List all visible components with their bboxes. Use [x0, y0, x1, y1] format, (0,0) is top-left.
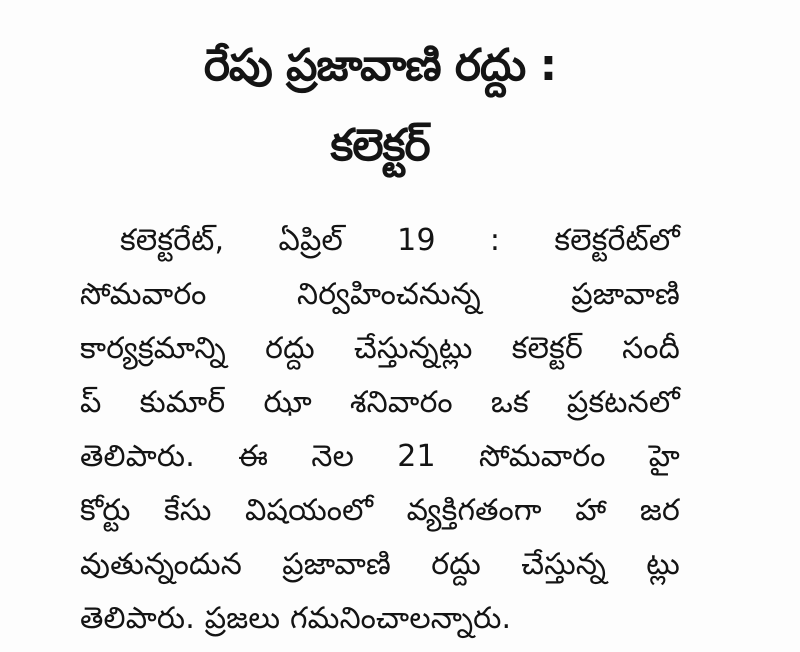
headline-line-1: రేపు ప్రజావాణి రద్దు :: [203, 40, 557, 91]
body-line: తెలిపారు. ఈ నెల 21 సోమవారం హై: [80, 439, 680, 474]
body-line: సోమవారం నిర్వహించనున్న ప్రజావాణి: [80, 277, 680, 312]
article-body: [80, 214, 680, 646]
body-line: కార్యక్రమాన్ని రద్దు చేస్తున్నట్లు కలెక్టర్ సందీ: [80, 331, 680, 366]
headline-line-2: కలెక్టర్: [330, 120, 430, 171]
body-line: ప్ కుమార్ ఝా శనివారం ఒక ప్రకటనలో: [80, 385, 680, 420]
body-line: వుతున్నందున ప్రజావాణి రద్దు చేస్తున్న ట్లు: [80, 547, 680, 582]
body-line: కలెక్టరేట్, ఏప్రిల్ 19 : కలెక్టరేట్‌లో: [120, 223, 680, 258]
body-line: కోర్టు కేసు విషయంలో వ్యక్తిగతంగా హా జర: [80, 493, 680, 528]
body-line: తెలిపారు. ప్రజలు గమనించాలన్నారు.: [80, 601, 512, 636]
